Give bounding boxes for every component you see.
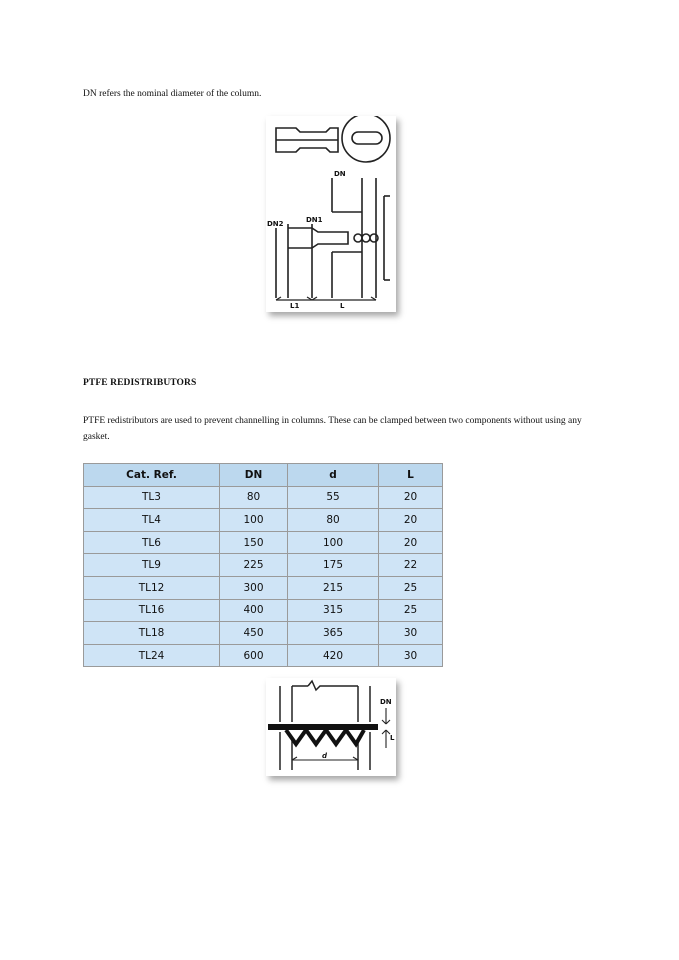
cell-dn: 450	[220, 622, 288, 645]
cell-cat-ref: TL6	[84, 531, 220, 554]
col-d: d	[288, 464, 379, 487]
redistributor-drawing	[266, 678, 396, 776]
cell-l: 30	[379, 644, 443, 667]
cell-d: 215	[288, 576, 379, 599]
cell-cat-ref: TL3	[84, 486, 220, 509]
column-connection-diagram	[266, 116, 396, 312]
section-heading: PTFE REDISTRIBUTORS	[83, 378, 197, 388]
cell-dn: 100	[220, 509, 288, 532]
cell-dn: 400	[220, 599, 288, 622]
cell-cat-ref: TL12	[84, 576, 220, 599]
label-l1: L1	[290, 302, 300, 310]
cell-cat-ref: TL16	[84, 599, 220, 622]
label-l: L	[340, 302, 345, 310]
cell-l: 25	[379, 576, 443, 599]
label-dn1: DN1	[306, 216, 323, 224]
cell-d: 315	[288, 599, 379, 622]
cell-l: 30	[379, 622, 443, 645]
col-cat-ref: Cat. Ref.	[84, 464, 220, 487]
section-paragraph: PTFE redistributors are used to prevent channelling in columns. These can be clamped between two components without using any gasket.	[83, 416, 582, 442]
table-row	[84, 576, 443, 599]
label-dn: DN	[380, 698, 392, 706]
cell-cat-ref: TL24	[84, 644, 220, 667]
cell-d: 80	[288, 509, 379, 532]
cell-d: 55	[288, 486, 379, 509]
cell-d: 420	[288, 644, 379, 667]
table-header-row	[84, 464, 443, 487]
cell-l: 20	[379, 509, 443, 532]
cell-dn: 300	[220, 576, 288, 599]
cell-l: 22	[379, 554, 443, 577]
label-d: d	[322, 752, 328, 760]
table-row	[84, 531, 443, 554]
label-dn: DN	[334, 170, 346, 178]
cell-dn: 600	[220, 644, 288, 667]
cell-cat-ref: TL4	[84, 509, 220, 532]
table-row	[84, 599, 443, 622]
label-l: L	[390, 734, 395, 742]
table-row	[84, 486, 443, 509]
table-row	[84, 509, 443, 532]
cell-l: 20	[379, 486, 443, 509]
label-dn2: DN2	[267, 220, 284, 228]
cell-dn: 80	[220, 486, 288, 509]
cell-d: 175	[288, 554, 379, 577]
cell-dn: 225	[220, 554, 288, 577]
cell-dn: 150	[220, 531, 288, 554]
cell-l: 20	[379, 531, 443, 554]
cell-cat-ref: TL18	[84, 622, 220, 645]
intro-paragraph: DN refers the nominal diameter of the column.	[83, 89, 262, 99]
cell-cat-ref: TL9	[84, 554, 220, 577]
redistributor-diagram	[266, 678, 396, 776]
table-row	[84, 644, 443, 667]
col-dn: DN	[220, 464, 288, 487]
table-row	[84, 622, 443, 645]
cell-d: 100	[288, 531, 379, 554]
table-row	[84, 554, 443, 577]
col-l: L	[379, 464, 443, 487]
redistributor-table	[83, 463, 443, 667]
column-connection-drawing	[266, 116, 396, 312]
cell-d: 365	[288, 622, 379, 645]
cell-l: 25	[379, 599, 443, 622]
